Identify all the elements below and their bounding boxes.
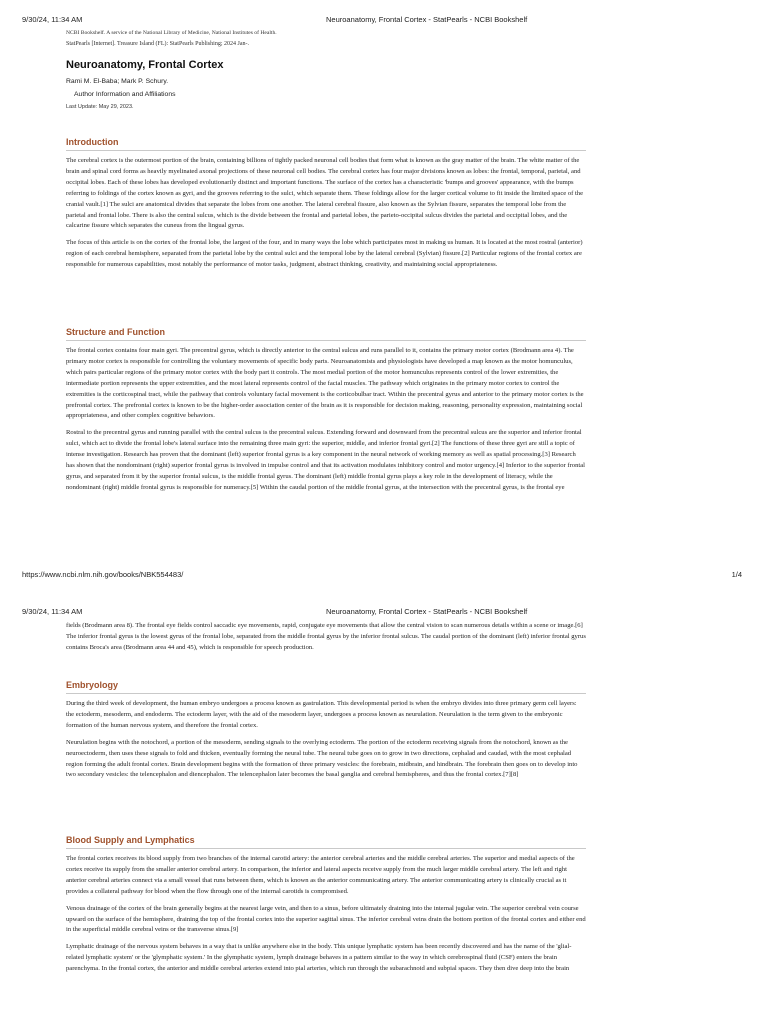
print-footer: [0, 570, 768, 584]
paragraph: Rostral to the precentral gyrus and running parallel with the central sulcus is the precentral sulcus. Extending forward and downward from the precentral sulcus are the superior and inferior frontal sulci, which act to divide the frontal lobe's lateral surface into the remaining three main gyri: the superior, middle, and inferior frontal gyri.[2] The functions of these three gyri are still a topic of intense investigation. Research has proven that the dominant (left) superior frontal gyrus is a key component in the neural network of working memory as well as spatial processing.[3] Research has shown that the nondominant (right) superior frontal gyrus is involved in impulse control and that its activation modulates inhibitory control and motor urgency.[4] Inferior to the superior frontal gyrus, and separated from it by the superior frontal sulcus, is the middle frontal gyrus. The dominant (left) middle frontal gyrus plays a key role in the development of literacy, while the nondominant (right) middle frontal gyrus is responsible for numeracy.[5] Within the caudal portion of the middle frontal gyrus, at the intersection with the precentral gyrus, is the frontal eye: [66, 429, 585, 491]
page-number: 1/4: [731, 570, 742, 579]
print-title: Neuroanatomy, Frontal Cortex - StatPearls - NCBI Bookshelf: [326, 607, 528, 616]
paragraph: Lymphatic drainage of the nervous system behaves in a way that is unlike anywhere else in the body. This unique lymphatic system has been recently discovered and has the name of the 'glial-related lymphatic system' or the 'glymphatic system.' In the glymphatic system, lymph drainage behaves in a pattern similar to the way in which cerebrospinal fluid (CSF) enters the brain parenchyma. In the frontal cortex, the anterior and middle cerebral arteries extend into pial arteries, which run through the subarachnoid and subpial spaces. They then dive deep into the brain: [66, 943, 572, 973]
paragraph: The frontal cortex receives its blood supply from two branches of the internal carotid artery: the anterior cerebral arteries and the middle cerebral arteries. The superior and medial aspects of the cortex receive its supply from the smaller anterior cerebral artery. In comparison, the inferior and lateral aspects receive supply from the much larger middle cerebral artery. The left and right anterior cerebral arteries connect via a small vessel that runs between them, which is known as the anterior communicating artery. The anterior communicating artery is clinically crucial as it provides a collateral pathway for blood when the flow through one of the internal carotids is compromised.: [66, 855, 575, 895]
authors: Rami M. El-Baba; Mark P. Schury.: [66, 78, 169, 85]
paragraph: During the third week of development, the human embryo undergoes a process known as gastrulation. This developmental period is when the embryo divides into three primary germ cell layers: the ectoderm, mesoderm, and endoderm. The ectoderm layer, with the aid of the mesoderm layer, undergoes a process known as neurulation. Neurulation is the term given to the embryonic formation of the human nervous system, and therefore the frontal cortex.: [66, 700, 577, 729]
print-header: [0, 15, 768, 29]
paragraph: The focus of this article is on the cortex of the frontal lobe, the largest of the four, and in many ways the lobe which participates most in making us human. It is located at the most rostral (anterior) region of each cerebral hemisphere, separated from the parietal lobe by the central sulci and the temporal lobe by the lateral cerebral (Sylvian) fissure.[2] Particular regions of the frontal cortex are responsible for numerous capabilities, most notably the performance of motor tasks, judgment, abstract thinking, creativity, and maintaining social appropriateness.: [66, 239, 583, 269]
bookshelf-notice: NCBI Bookshelf. A service of the National Library of Medicine, National Institutes of Health.: [66, 30, 277, 36]
print-date: 9/30/24, 11:34 AM: [22, 15, 83, 24]
paragraph: Neurulation begins with the notochord, a portion of the mesoderm, sending signals to the overlying ectoderm. The portion of the ectoderm receiving signals from the notochord, known as the neuroectoderm, then uses these signals to fold and thicken, eventually forming the neural tube. The neural tube goes on to grow in two directions, cephalad and caudad, with the most cephalad region forming the adult frontal cortex. Brain development begins with the formation of three primary vesicles: the forebrain, midbrain, and hindbrain. The forebrain then goes on to develop into two secondary vesicles: the telencephalon and diencephalon. The telencephalon later becomes the basal ganglia and cerebral hemispheres, and thus the frontal cortex.[7][8]: [66, 738, 578, 779]
article-title: Neuroanatomy, Frontal Cortex: [66, 59, 224, 71]
structure-heading: Structure and Function: [66, 326, 586, 341]
embryology-heading: Embryology: [66, 679, 586, 694]
embryology-section: [66, 679, 586, 781]
print-title: Neuroanatomy, Frontal Cortex - StatPearls - NCBI Bookshelf: [326, 15, 528, 24]
last-update: Last Update: May 29, 2023.: [66, 104, 134, 110]
paragraph: The frontal cortex contains four main gyri. The precentral gyrus, which is directly anterior to the central sulcus and runs parallel to it, contains the primary motor cortex (Brodmann area 4). The primary motor cortex is responsible for controlling the voluntary movements of specific body parts. Neuroanatomists and physiologists have developed a map known as the motor homunculus, which pairs particular regions of the primary motor cortex with the body part it controls. The most medial portion of the motor homunculus represents control of the lower extremities, the intermediate portion represents the upper extremities, and the most lateral represents control of the facial muscles. The pathway which originates in the primary motor cortex to control the extremities is the corticospinal tract, while the pathway that controls voluntary facial movement is the corticobulbar tract. Within the precentral gyrus and anterior to the primary motor cortex is the prefrontal cortex. The prefrontal cortex is known to be the higher-order association center of the brain as it is responsible for decision making, reasoning, personality expression, maintaining social appropriateness, and other complex cognitive behaviors.: [66, 347, 584, 420]
structure-section: [66, 326, 586, 494]
introduction-section: [66, 136, 586, 271]
paragraph: Venous drainage of the cortex of the brain generally begins at the nearest large vein, and then to a sinus, before ultimately draining into the internal jugular vein. The superior cerebral vein course upward on the surface of the hemisphere, draining the top of the frontal cortex into the superior sagittal sinus. The inferior cerebral veins drain the bottom portion of the frontal cortex and either end in the superficial middle cerebral veins or the transverse sinus.[9]: [66, 904, 586, 934]
continuation-block: [66, 621, 586, 654]
blood-supply-section: [66, 834, 586, 975]
blood-supply-heading: Blood Supply and Lymphatics: [66, 834, 586, 849]
article-front-matter: [66, 29, 586, 111]
author-info-link[interactable]: Author Information and Affiliations: [74, 91, 176, 98]
paragraph: The cerebral cortex is the outermost portion of the brain, containing billions of tightly packed neuronal cell bodies that form what is known as the gray matter of the brain. The white matter of the brain and spinal cord forms as heavily myelinated axonal projections of these neuronal cell bodies. The cerebral cortex has four major divisions known as lobes: the frontal, temporal, parietal, and occipital lobes. Each of these lobes has developed evolutionarily distinct and important functions. The surface of the cortex has a characteristic 'bumps and grooves' appearance, with the bumps referring to foldings of the cortex known as gyri, and the grooves referring to the sulci, which separate them. These foldings allow for the larger cortical volume to fit inside the limited space of the cranial vault.[1] The sulci are anatomical divides that separate the lobes from one another. The lateral cerebral fissure, also known as the Sylvian fissure, separates the temporal lobe from the parietal and frontal lobe. There is also the central sulcus, which is the divide between the frontal and parietal lobes, the parieto-occipital sulcus divides the parietal and occipital lobes, and the calcarine fissure which separates the cuneus from the lingual gyrus.: [66, 157, 584, 230]
paragraph: fields (Brodmann area 8). The frontal eye fields control saccadic eye movements, rapid, conjugate eye movements that allow the central vision to scan numerous details within a scene or image.[6] The inferior frontal gyrus is the lowest gyrus of the frontal lobe, separated from the middle frontal gyrus by the inferior frontal sulcus. The caudal portion of the dominant (left) inferior frontal gyrus contains Broca's area (Brodmann area 44 and 45), which is responsible for speech production.: [66, 622, 586, 651]
print-url: https://www.ncbi.nlm.nih.gov/books/NBK554483/: [22, 570, 184, 579]
print-date: 9/30/24, 11:34 AM: [22, 607, 83, 616]
publication-line: StatPearls [Internet]. Treasure Island (FL): StatPearls Publishing; 2024 Jan-.: [66, 41, 249, 47]
print-header-page2: [0, 607, 768, 621]
introduction-heading: Introduction: [66, 136, 586, 151]
